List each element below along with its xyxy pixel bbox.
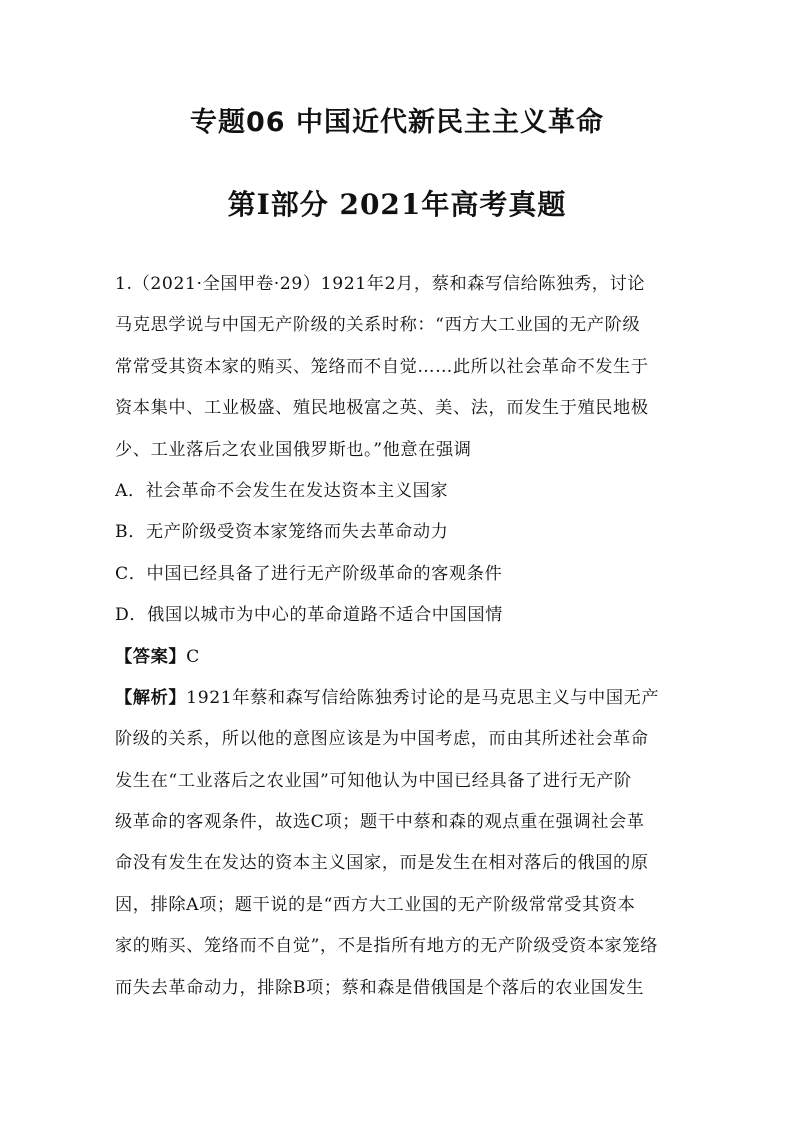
question-stem-line: 少、工业落后之农业国俄罗斯也。”他意在强调 xyxy=(115,439,472,460)
analysis-label: 【解析】 xyxy=(115,687,187,708)
answer-line xyxy=(115,637,690,678)
option-d: D．俄国以城市为中心的革命道路不适合中国国情 xyxy=(115,605,503,626)
analysis-line: 而失去革命动力，排除B项；蔡和森是借俄国是个落后的农业国发生 xyxy=(115,977,645,998)
analysis-text: 1921年蔡和森写信给陈独秀讨论的是马克思主义与中国无产 xyxy=(186,687,660,708)
option-a: A．社会革命不会发生在发达资本主义国家 xyxy=(115,480,449,501)
document-title: 专题06 中国近代新民主主义革命 xyxy=(190,107,604,138)
analysis-line xyxy=(115,678,690,719)
option-b: B．无产阶级受资本家笼络而失去革命动力 xyxy=(115,522,449,543)
question-stem-line: 1.（2021·全国甲卷·29）1921年2月，蔡和森写信给陈独秀，讨论 xyxy=(115,274,646,294)
analysis-line: 家的贿买、笼络而不自觉”，不是指所有地方的无产阶级受资本家笼络 xyxy=(115,936,659,957)
analysis-line: 发生在“工业落后之农业国”可知他认为中国已经具备了进行无产阶 xyxy=(115,770,632,791)
section-subtitle: 第Ⅰ部分 2021年高考真题 xyxy=(227,188,567,221)
question-stem-line: 常常受其资本家的贿买、笼络而不自觉……此所以社会革命不发生于 xyxy=(115,356,649,377)
question-block xyxy=(115,264,690,1009)
answer-value: C xyxy=(186,646,200,667)
question-stem-line: 资本集中、工业极盛、殖民地极富之英、美、法，而发生于殖民地极 xyxy=(115,398,649,419)
question-stem-line: 马克思学说与中国无产阶级的关系时称：“西方大工业国的无产阶级 xyxy=(115,315,641,336)
analysis-line: 级革命的客观条件，故选C项；题干中蔡和森的观点重在强调社会革 xyxy=(115,812,645,833)
answer-label: 【答案】 xyxy=(115,646,187,667)
analysis-line: 因，排除A项；题干说的是“西方大工业国的无产阶级常常受其资本 xyxy=(115,894,636,915)
analysis-line: 命没有发生在发达的资本主义国家，而是发生在相对落后的俄国的原 xyxy=(115,853,649,874)
option-c: C．中国已经具备了进行无产阶级革命的客观条件 xyxy=(115,563,503,584)
analysis-line: 阶级的关系，所以他的意图应该是为中国考虑，而由其所述社会革命 xyxy=(115,729,649,750)
